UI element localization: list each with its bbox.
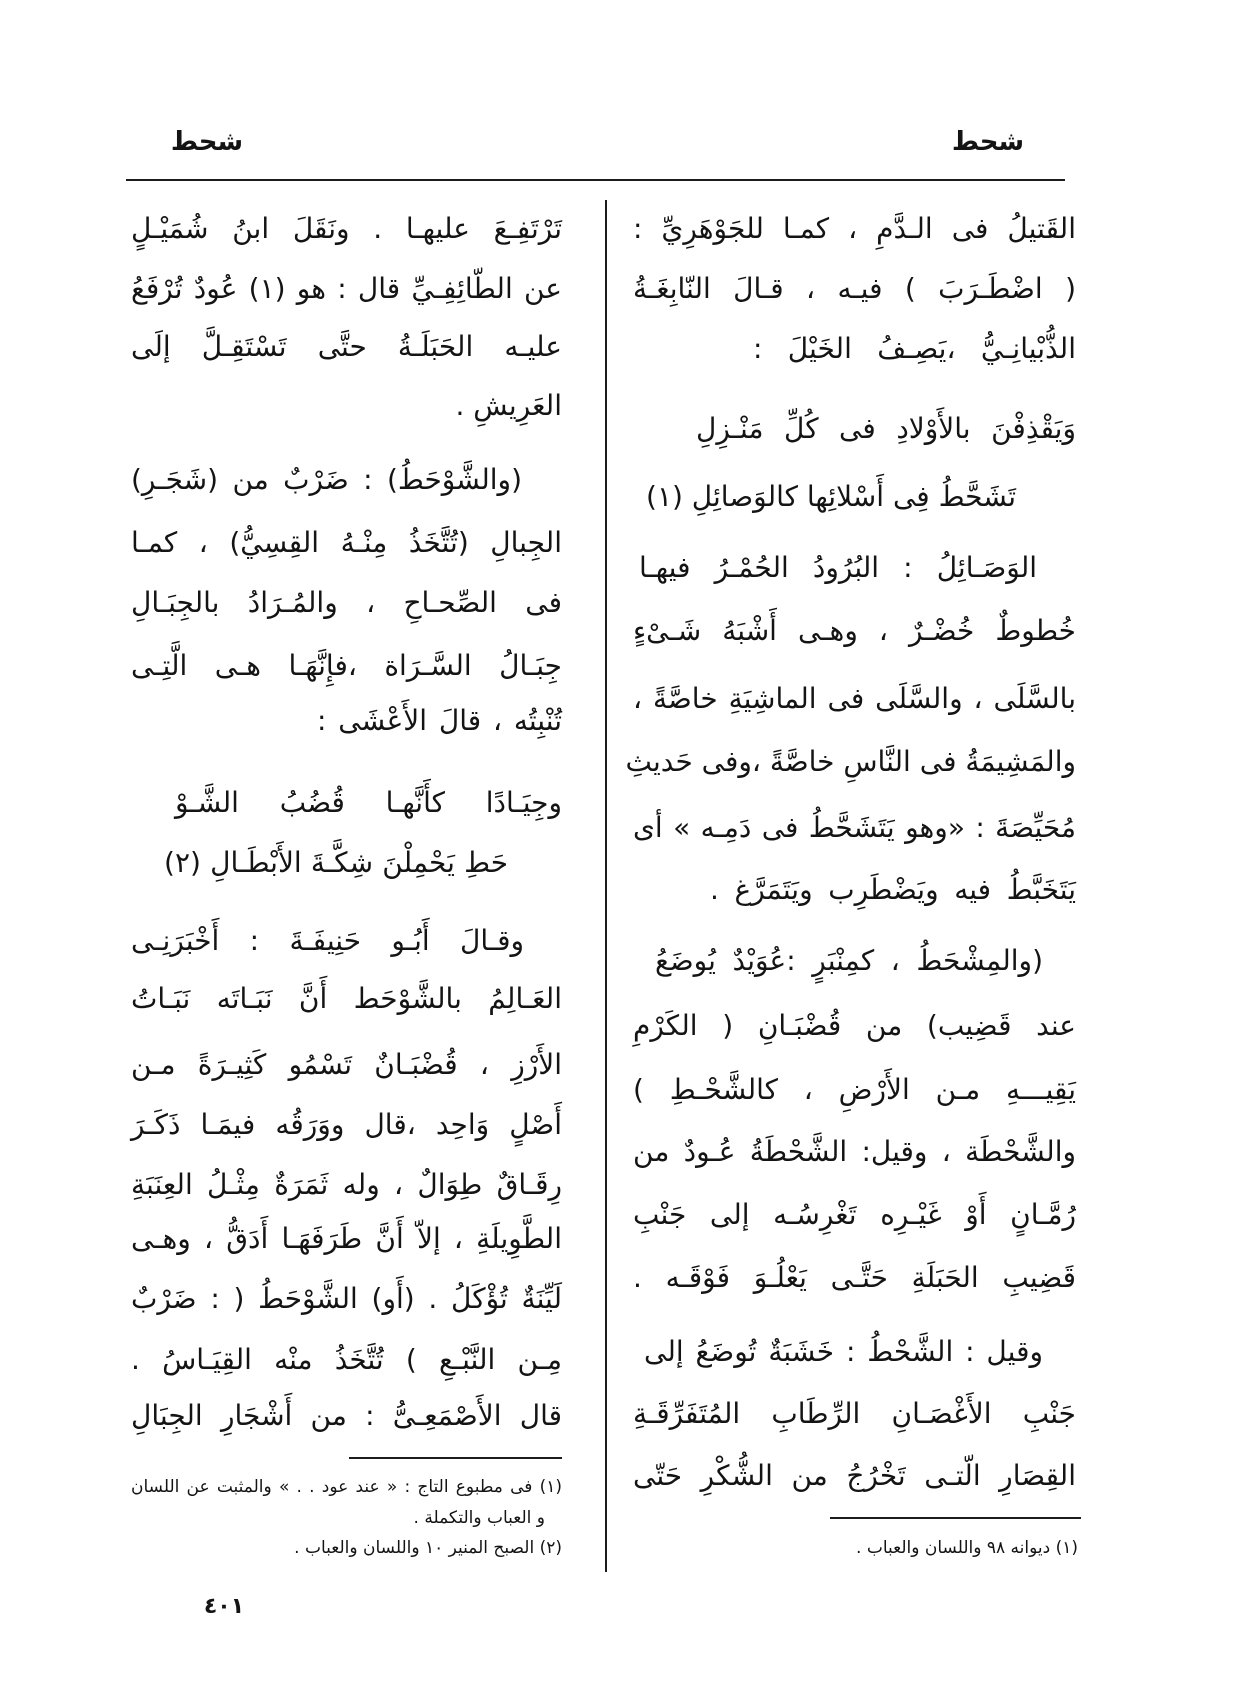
right-column-line: خُطوطٌ خُضْـرٌ ، وهـى أَشْبَهُ شَـىْءٍ: [633, 614, 1076, 647]
left-column-line: (والشَّوْحَطُ) : ضَرْبٌ من (شَجَـرِ): [131, 463, 522, 496]
left-column-line: وقـالَ أَبُـو حَنِيفَـةَ : أَخْبَرَنِـى: [131, 924, 524, 957]
left-column-line: العَـالِمُ بالشَّوْحَط أَنَّ نَبَـاتَه نَبَـاتُ: [131, 982, 562, 1015]
left-column-line: قال الأَصْمَعِـىُّ : من أَشْجَارِ الجِبَالِ: [131, 1399, 562, 1432]
right-column-line: القِصَارِ الّتـى تَخْرُجُ من الشُّكْرِ حَتّى: [633, 1459, 1076, 1492]
header-rule: [126, 179, 1065, 181]
right-column-line: والمَشِيمَةُ فى النَّاسِ خاصَّةً ،وفى حَديثِ: [625, 745, 1076, 778]
left-column-line: الأَرْزِ ، قُضْبَـانٌ تَسْمُو كَثِيـرَةً مـن: [131, 1048, 562, 1081]
footnote-rule-left: [349, 1457, 562, 1459]
footnote-rule-right: [830, 1517, 1081, 1519]
right-column-line: والشَّحْطَة ، وقيل: الشَّحْطَةُ عُـودٌ من: [633, 1135, 1076, 1168]
left-column-line: رِقَـاقٌ طِوَالٌ ، وله ثَمَرَةٌ مِثْـلُ العِنَبَةِ: [131, 1168, 562, 1201]
left-column-line: مِـن النَّبْـعِ ) تُتَّخَذُ منْه القِيَـاسُ .: [131, 1343, 562, 1376]
right-column-line: جَنْبِ الأَغْصَـانِ الرِّطَابِ المُتَفَرِّقَـةِ: [633, 1397, 1076, 1430]
left-column-line: عن الطّائِفِـيِّ قال : هو (١) عُودٌ تُرْفَعُ: [131, 272, 562, 305]
verse-hemistich: وجِيَـادًا كأَنَّهـا قُضُبُ الشَّـوْ: [175, 786, 562, 819]
right-column-line: رُمَّـانٍ أَوْ غَيْـرِه تَغْرِسُـه إلى جَنْبِ: [633, 1198, 1076, 1231]
column-divider: [605, 200, 607, 1572]
right-column-line: عند قَضِيب) من قُضْبَـانِ ( الكَرْمِ: [633, 1009, 1076, 1042]
right-column-line: مُحَيِّصَةَ : «وهو يَتَشَحَّطُ فى دَمِـه » أى: [633, 811, 1076, 844]
footnote-left: و العباب والتكملة .: [413, 1508, 545, 1528]
left-column-line: جِبَـالُ السَّـرَاة ،فإِنَّهَـا هـى الَّتِـى: [131, 649, 562, 682]
left-column-line: الجِبالِ (تُتَّخَذُ مِنْـهُ القِسِيُّ) ، كمـا: [131, 526, 562, 559]
left-column-line: أَصْلٍ وَاحِد ،قال ووَرَقُه فيمَـا ذَكَـرَ: [131, 1108, 562, 1141]
page-number: ٤٠١: [203, 1594, 245, 1619]
left-column-line: تُنْبِتُه ، قالَ الأَعْشَى :: [317, 704, 562, 737]
left-column-line: عليـه الحَبَلَـةُ حتَّى تَسْتَقِـلَّ إلَى: [131, 330, 562, 363]
right-column-line: ( اضْطَـرَبَ ) فيـه ، قـالَ النّابِغَـةُ: [633, 272, 1076, 305]
left-column-line: الطَّوِيلَةِ ، إلاّ أَنَّ طَرَفَهَـا أَدَقُّ ، وهـى: [131, 1222, 562, 1255]
footnote-left: (٢) الصبح المنير ١٠ واللسان والعباب .: [294, 1538, 562, 1558]
verse-hemistich: وَيَقْذِفْنَ بالأَوْلادِ فى كُلِّ مَنْـزِلِ: [696, 412, 1076, 445]
running-head-right: شحط: [951, 127, 1025, 157]
right-column-line: (والمِشْحَطُ ، كمِنْبَرٍ :عُوَيْدٌ يُوضَعُ: [655, 944, 1043, 977]
footnote-left: (١) فى مطبوع التاج : « عند عود . . » والمثبت عن اللسان: [131, 1477, 562, 1497]
verse-hemistich: حَطِ يَحْمِلْنَ شِكَّـةَ الأَبْطَـالِ (٢): [164, 846, 508, 879]
right-column-line: القَتيلُ فى الـدَّمِ ، كمـا للجَوْهَرِيِّ :: [633, 212, 1076, 245]
running-head-left: شحط: [170, 127, 244, 157]
right-column-line: وقيل : الشَّحْطُ : خَشَبَةٌ تُوضَعُ إلى: [644, 1335, 1043, 1368]
left-column-line: لَيِّنَةٌ تُؤْكَلُ . (أَو) الشَّوْحَطُ ( : ضَرْبٌ: [131, 1282, 562, 1315]
left-column-line: فى الصِّحـاحِ ، والمُـرَادُ بالجِبَـالِ: [131, 586, 562, 619]
right-column-line: بالسَّلَى ، والسَّلَى فى الماشِيَةِ خاصَّةً ،: [633, 682, 1076, 715]
left-column-line: العَرِيشِ .: [455, 389, 562, 422]
right-column-line: يَتَخَبَّطُ فيه ويَضْطَرِب ويَتَمَرَّغ .: [710, 873, 1076, 906]
right-column-line: يَقِيـــهِ مـن الأَرْضِ ، كالشَّحْـطِ ): [633, 1073, 1076, 1106]
right-column-line: الذُّبْيانِـيُّ ،يَصِـفُ الخَيْلَ :: [753, 332, 1076, 365]
verse-hemistich: تَشَحَّطُ فِى أَسْلائِها كالوَصائِلِ (١): [646, 480, 1016, 513]
left-column-line: تَرْتَفِـعَ عليهـا . ونَقَلَ ابنُ شُمَيْـلٍ: [131, 212, 562, 245]
right-column-line: قَضِيبِ الحَبَلَةِ حَتَّـى يَعْلُـوَ فَوْقَـه .: [633, 1261, 1076, 1294]
footnote-right: (١) ديوانه ٩٨ واللسان والعباب .: [856, 1538, 1078, 1558]
right-column-line: الوَصَـائِلُ : البُرُودُ الحُمْـرُ فيهـا: [639, 551, 1037, 584]
